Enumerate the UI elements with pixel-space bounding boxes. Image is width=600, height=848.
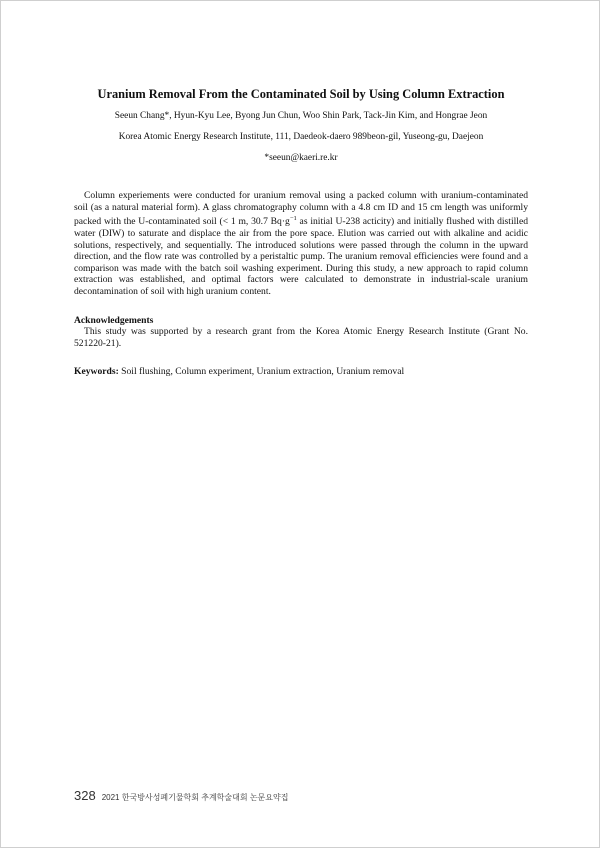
page-number: 328 xyxy=(74,788,96,803)
paper-body xyxy=(74,86,528,388)
proceedings-title: 2021 한국방사성폐기물학회 추계학술대회 논문요약집 xyxy=(101,793,289,802)
contact-email: *seeun@kaeri.re.kr xyxy=(264,153,338,163)
keywords-line xyxy=(74,366,528,378)
page-footer xyxy=(74,788,288,803)
abstract-text-part-2: as initial U-238 acticity) and initially flushed with distilled water (DIW) to saturate and displace the air from the pore space. Elution was carried out with alkaline and acidic solutions, respectively, and sequentially. The introduced solutions were passed through the column in the upward direction, and the flow rate was controlled by a peristaltic pump. The uranium removal efficiencies were found and a comparison was made with the batch soil washing experiment. During this study, a new approach to rapid column extraction was established, and optimal factors were calculated to demonstrate in industrial-scale uranium decontamination of soil with high uranium content. xyxy=(74,216,529,297)
abstract-text-part-1: Column experiements were conducted for uranium removal using a packed column with uranium-contaminated soil (as a natural material form). A glass chromatography column with a 4.8 cm ID and 15 cm length was uniformly packed with the U-contaminated soil (< 1 m, 30.7 Bq·g xyxy=(74,190,528,228)
keywords-text: Soil flushing, Column experiment, Uranium extraction, Uranium removal xyxy=(118,366,405,378)
keywords-label: Keywords: xyxy=(74,366,119,378)
abstract-paragraph xyxy=(74,190,528,298)
acknowledgements-text: This study was supported by a research grant from the Korea Atomic Energy Research Institute (Grant No. 521220-21). xyxy=(74,326,528,349)
paper-title: Uranium Removal From the Contaminated Soil by Using Column Extraction xyxy=(97,87,505,101)
abstract-superscript: −1 xyxy=(289,215,297,223)
author-list: Seeun Chang*, Hyun-Kyu Lee, Byong Jun Chun, Woo Shin Park, Tack-Jin Kim, and Hongrae Jeon xyxy=(114,111,488,121)
acknowledgements-heading: Acknowledgements xyxy=(74,314,154,326)
affiliation: Korea Atomic Energy Research Institute, 111, Daedeok-daero 989beon-gil, Yuseong-gu, Daejeon xyxy=(118,132,484,142)
